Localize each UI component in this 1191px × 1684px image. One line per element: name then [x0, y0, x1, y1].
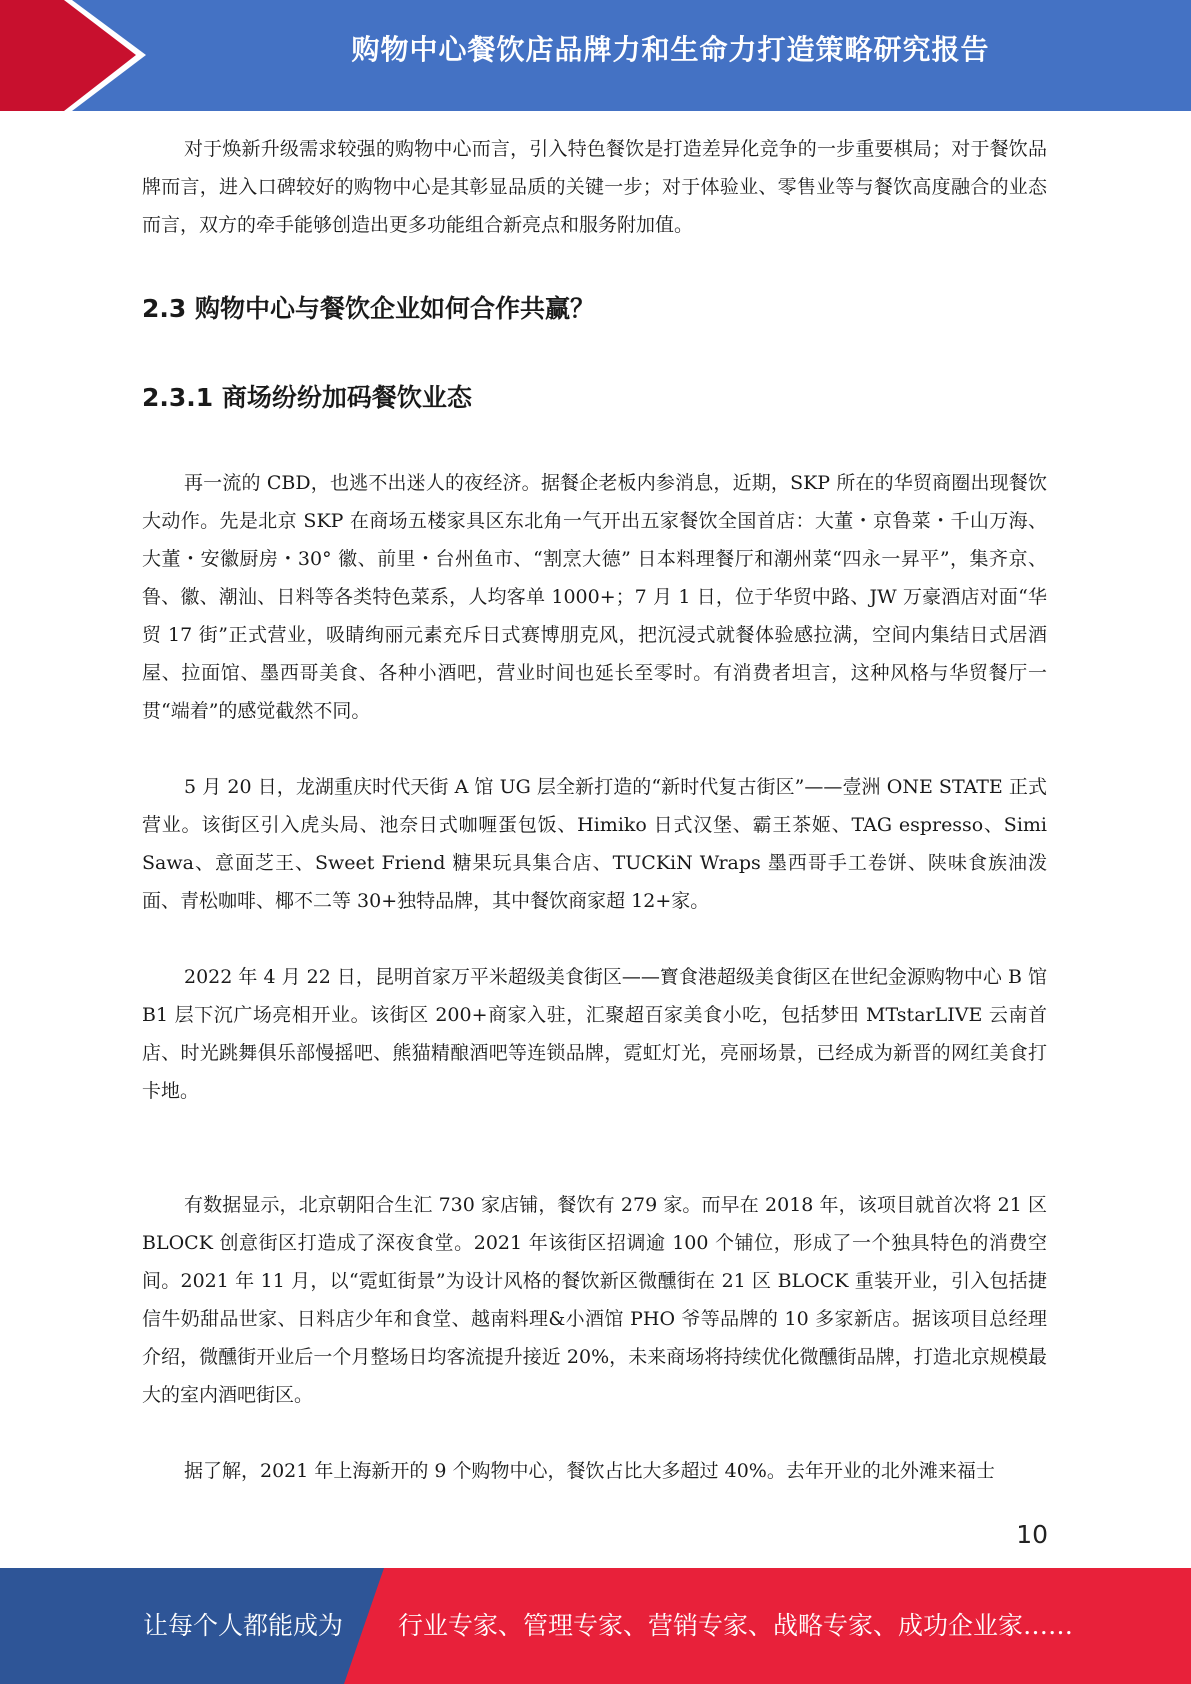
- section-heading-2-3: 2.3 购物中心与餐饮企业如何合作共赢？: [142, 294, 595, 323]
- header-title: 购物中心餐饮店品牌力和生命力打造策略研究报告: [351, 33, 990, 66]
- page-header: [0, 0, 1191, 111]
- paragraph-3: 2022 年 4 月 22 日，昆明首家万平米超级美食街区——寳食港超级美食街区在世纪金源购物中心 B 馆 B1 层下沉广场亮相开业。该街区 200+商家入驻，汇聚超百家美食小吃，包括梦田 MTstarLIVE 云南首店、时光跳舞俱乐部慢摇吧、熊猫精酿酒吧等连锁品牌，霓虹灯光，亮丽场景，已经成为新晋的网红美食打卡地。: [142, 966, 1047, 1102]
- page-footer: [0, 1568, 1191, 1684]
- paragraph-1: 再一流的 CBD，也逃不出迷人的夜经济。据餐企老板内参消息，近期，SKP 所在的华贸商圈出现餐饮大动作。先是北京 SKP 在商场五楼家具区东北角一气开出五家餐饮全国首店：大董・京鲁菜・千山万海、大董・安徽厨房・30° 徽、前里・台州鱼市、“割烹大德” 日本料理餐厅和潮州菜“四永一昇平”，集齐京、鲁、徽、潮汕、日料等各类特色菜系，人均客单 1000+；7 月 1 日，位于华贸中路、JW 万豪酒店对面“华贸 17 街”正式营业，吸睛绚丽元素充斥日式赛博朋克风，把沉浸式就餐体验感拉满，空间内集结日式居酒屋、拉面馆、墨西哥美食、各种小酒吧，营业时间也延长至零时。有消费者坦言，这种风格与华贸餐厅一贯“端着”的感觉截然不同。: [142, 472, 1047, 722]
- main-content: [142, 130, 1047, 1490]
- footer-slogan-right: 行业专家、管理专家、营销专家、战略专家、成功企业家……: [398, 1611, 1074, 1640]
- paragraph-2: 5 月 20 日，龙湖重庆时代天街 A 馆 UG 层全新打造的“新时代复古街区”——壹洲 ONE STATE 正式营业。该街区引入虎头局、池奈日式咖喱蛋包饭、Himiko 日式汉堡、霸王茶姬、TAG espresso、Simi Sawa、意面芝王、Sweet Friend 糖果玩具集合店、TUCKiN Wraps 墨西哥手工卷饼、陕味食族油泼面、青松咖啡、椰不二等 30+独特品牌，其中餐饮商家超 12+家。: [142, 776, 1047, 912]
- page-number: 10: [1016, 1520, 1048, 1549]
- chevron-logo-icon: [0, 0, 160, 111]
- footer-slogan-left: 让每个人都能成为: [143, 1611, 344, 1640]
- paragraph-5: 据了解，2021 年上海新开的 9 个购物中心，餐饮占比大多超过 40%。去年开业的北外滩来福士: [184, 1460, 995, 1482]
- section-heading-2-3-1: 2.3.1 商场纷纷加码餐饮业态: [142, 383, 472, 412]
- paragraph-intro: 对于焕新升级需求较强的购物中心而言，引入特色餐饮是打造差异化竞争的一步重要棋局；对于餐饮品牌而言，进入口碑较好的购物中心是其彰显品质的关键一步；对于体验业、零售业等与餐饮高度融合的业态而言，双方的牵手能够创造出更多功能组合新亮点和服务附加值。: [142, 138, 1047, 236]
- paragraph-4: 有数据显示，北京朝阳合生汇 730 家店铺，餐饮有 279 家。而早在 2018 年，该项目就首次将 21 区 BLOCK 创意街区打造成了深夜食堂。2021 年该街区招调逾 100 个铺位，形成了一个独具特色的消费空间。2021 年 11 月，以“霓虹街景”为设计风格的餐饮新区微醺街在 21 区 BLOCK 重装开业，引入包括捷信牛奶甜品世家、日料店少年和食堂、越南料理&小酒馆 PHO 爷等品牌的 10 多家新店。据该项目总经理介绍，微醺街开业后一个月整场日均客流提升接近 20%，未来商场将持续优化微醺街品牌，打造北京规模最大的室内酒吧街区。: [142, 1194, 1047, 1406]
